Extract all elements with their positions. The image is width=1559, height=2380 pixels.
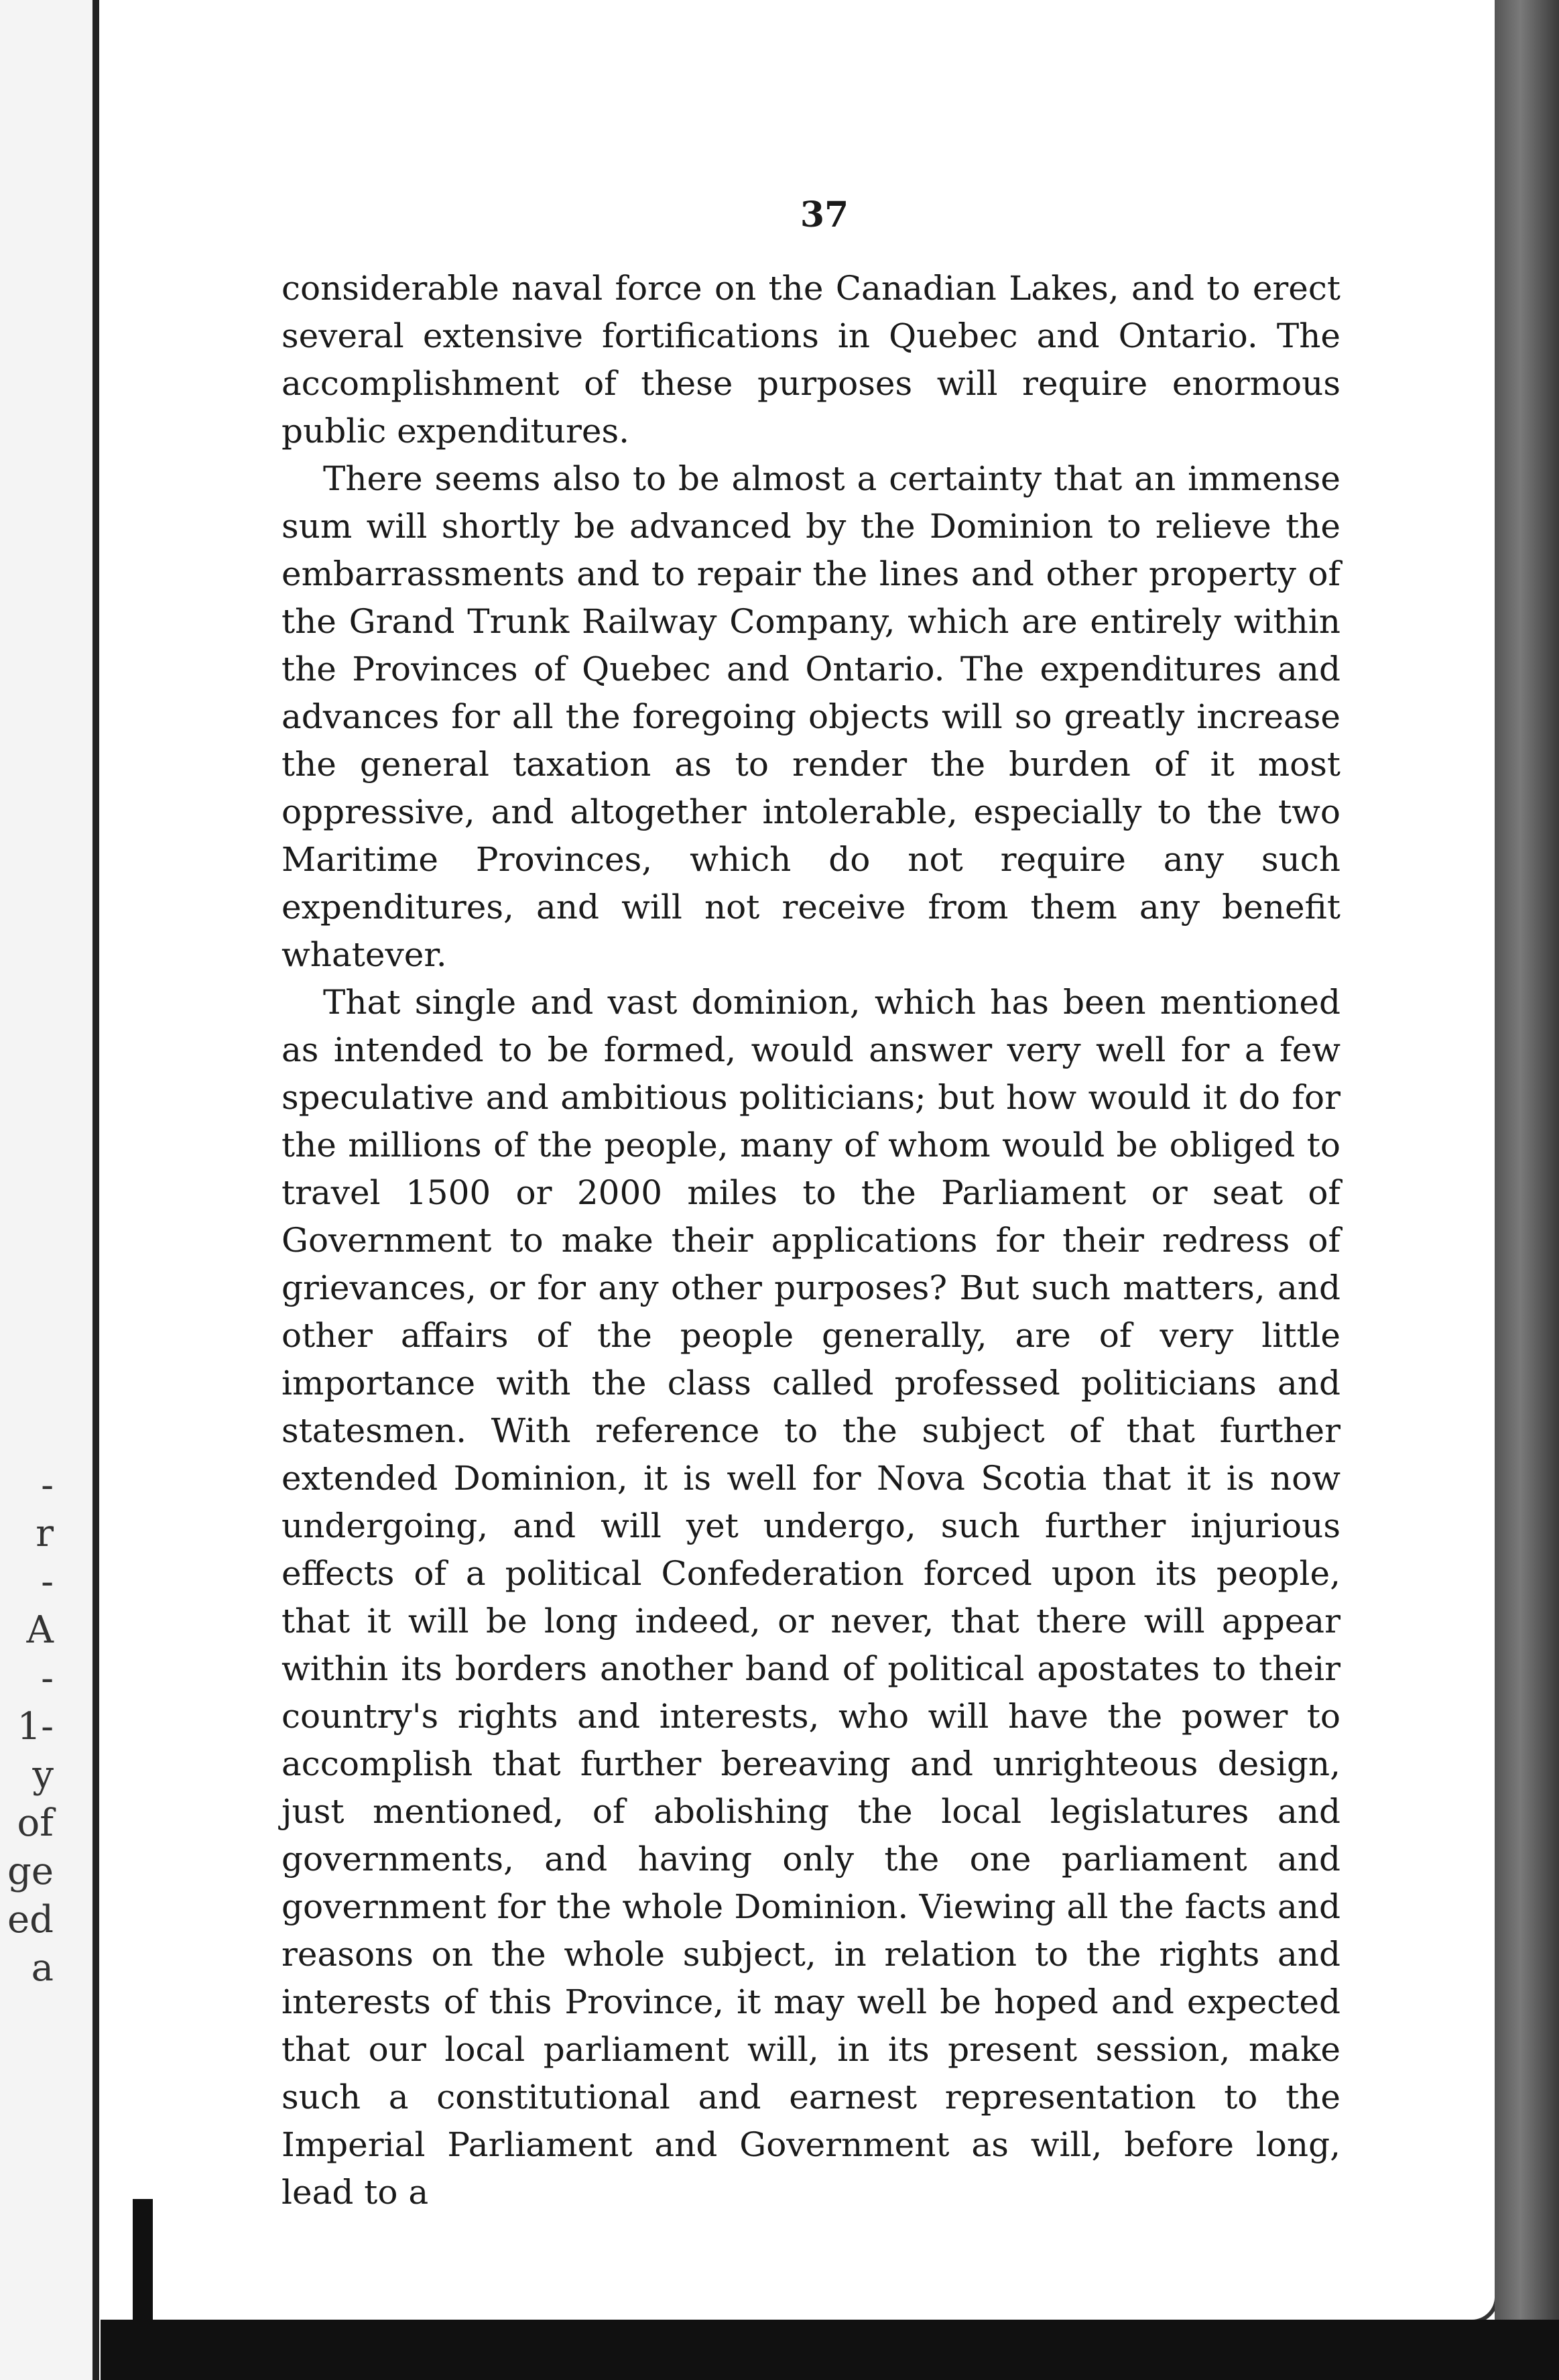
fragment: 1-: [17, 1705, 54, 1748]
page-edge-bottom: [101, 2320, 1559, 2380]
fragment: -: [41, 1560, 54, 1604]
fragment: ge: [7, 1850, 54, 1893]
paragraph-1: considerable naval force on the Canadian Lakes, and to erect several extensive fortifications in Quebec and Ontario. The accomplishment of these purposes will require enormous public expenditures.: [282, 269, 1340, 451]
book-spine: [92, 0, 99, 2380]
fragment: a: [31, 1946, 54, 1990]
body-text: [282, 265, 1340, 2216]
page-number: 37: [800, 194, 849, 235]
fragment: ed: [7, 1898, 54, 1942]
fragment: -: [41, 1657, 54, 1700]
facing-page-edge: [0, 0, 92, 2380]
fragment: A: [26, 1608, 54, 1652]
page-edge-right: [1495, 0, 1559, 2380]
facing-page-text-fragments: [0, 1462, 54, 1992]
fragment: -: [41, 1464, 54, 1507]
fragment: of: [17, 1801, 54, 1845]
fragment: y: [32, 1753, 54, 1797]
paragraph-3: That single and vast dominion, which has been mentioned as intended to be formed, would answer very well for a few speculative and ambitious politicians; but how would it do for the millions of the people, many of whom would be obliged to travel 1500 or 2000 miles to the Parliament or seat of Government to make their applications for their redress of grievances, or for any other purposes? But such matters, and other affairs of the people generally, are of very little importance with the class called professed politicians and statesmen. With reference to the subject of that further extended Dominion, it is well for Nova Scotia that it is now undergoing, and will yet undergo, such further injurious effects of a political Confederation forced upon its people, that it will be long indeed, or never, that there will appear within its borders another band of political apostates to their country's rights and interests, who will have the power to accomplish that further bereaving and unrighteous design, just mentioned, of abolishing the local legislatures and governments, and having only the one parliament and government for the whole Dominion. Viewing all the facts and reasons on the whole subject, in relation to the rights and interests of this Province, it may well be hoped and expected that our local parliament will, in its present session, make such a constitutional and earnest representation to the Imperial Parliament and Government as will, before long, lead to a: [282, 983, 1340, 2212]
paragraph-2: There seems also to be almost a certainty that an immense sum will shortly be advanced by the Dominion to relieve the embarrassments and to repair the lines and other property of the Grand Trunk Railway Company, which are entirely within the Provinces of Quebec and Ontario. The expenditures and advances for all the foregoing objects will so greatly increase the general taxation as to render the burden of it most oppressive, and altogether intolerable, especially to the two Maritime Provinces, which do not require any such expenditures, and will not receive from them any benefit whatever.: [282, 459, 1340, 974]
fragment: r: [36, 1512, 54, 1555]
